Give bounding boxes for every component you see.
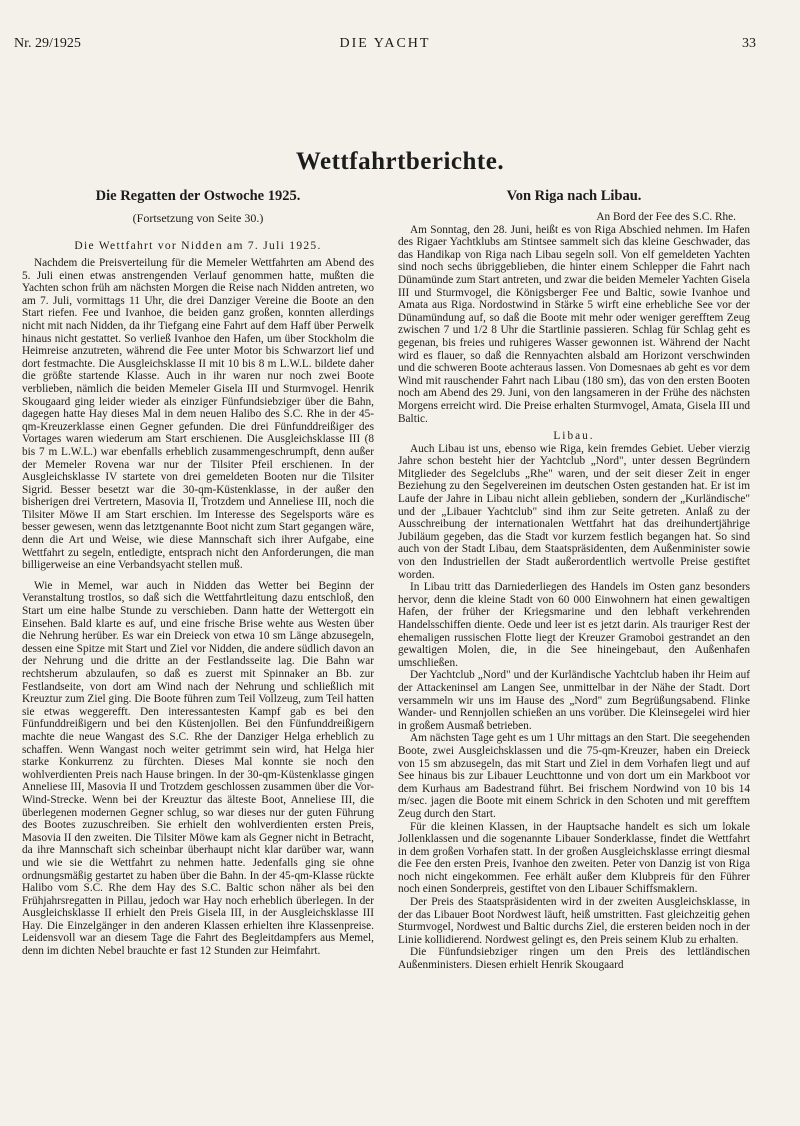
page-title: Wettfahrtberichte. bbox=[295, 148, 505, 175]
left-article-subtitle: (Fortsetzung von Seite 30.) bbox=[132, 211, 264, 225]
left-section-heading: Die Wettfahrt vor Nidden am 7. Juli 1925. bbox=[74, 240, 322, 252]
left-article-title: Die Regatten der Ostwoche 1925. bbox=[95, 188, 301, 204]
paragraph: Auch Libau ist uns, ebenso wie Riga, kein fremdes Gebiet. Ueber vierzig Jahre schon besteht hier der Yachtclub „Nord", unter dessen Begründern Mitglieder des Segelclubs „Rhe" waren, und der seit dieser Zeit in enger Beziehung zu den Segelvereinen im deutschen Osten gestanden hat. Er ist im Laufe der Jahre in Libau nicht allein geblieben, sondern der „Kurländische" und der „Libauer Yachtclub" sind ihm zur Seite getreten. Anlaß zu der Ausschreibung der internationalen Wettfahrt hat das dreihundertjährige Jubiläum gegeben, das die Stadt vor kurzem festlich begangen hat. So sind auch von der Stadt Libau, dem Staatspräsidenten, dem Außenminister sowie von den Industriellen der Stadt außerordentlich wertvolle Preise gestiftet worden. bbox=[398, 442, 750, 581]
journal-name: DIE YACHT bbox=[339, 36, 431, 51]
paragraph: Für die kleinen Klassen, in der Hauptsache handelt es sich um lokale Jollenklassen und die sogenannte Libauer Sonderklasse, findet die Wettfahrt in dem großen Vorhafen statt. In der großen Ausgleichsklasse erringt diesmal die Fee den ersten Preis, Ivanhoe den zweiten. Peter von Danzig ist von Riga noch nicht eingekommen. Fee erhält außer dem Klubpreis für den Führer noch einen Sonderpreis, gestiftet von den Libauer Schiffsmaklern. bbox=[398, 820, 750, 896]
paragraph: Die Fünfundsiebziger ringen um den Preis des lettländischen Außenministers. Diesen erhielt Henrik Skougaard bbox=[398, 946, 750, 972]
paragraph: Nachdem die Preisverteilung für die Memeler Wettfahrten am Abend des 5. Juli einen etwas anstrengenden Verlauf genommen hatte, mußten die Yachten schon früh am nächsten Morgen die Reise nach Nidden antreten, wo am 7. Juli, vormittags 11 Uhr, die drei Danziger Vereine die Boote an den Start riefen. Fee und Ivanhoe, die beiden ganz großen, konnten allerdings nicht mit nach Nidden, da ihr Tiefgang eine Fahrt auf dem Haff über Perwelk hinaus nicht gestattet. So verließ Ivanhoe den Hafen, um über Stockholm die Heimreise anzutreten, während die Fee unter Motor bis Schwarzort lief und dort festmachte. Die Ausgleichsklasse II mit 10 bis 8 m L.W.L. bildete daher die größte startende Klasse. Auch in ihr waren nur noch zwei Boote verblieben, nämlich die beiden Memeler Gisela III und Sturmvogel. Henrik Skougaard ging leider wieder als einziger Fünfundsiebziger über die Bahn, dagegen hatte Hay dieses Mal in dem neuen Halibo des S.C. Rhe in der 45-qm-Kreuzerklasse einen Gegner gefunden. Die drei Fünfunddreißiger des Vortages waren wiederum am Start erschienen. Die Ausgleichsklasse III (8 bis 7 m L.W.L.) war ebenfalls erheblich zusammengeschrumpft, denn außer der Memeler Rovena war nur der Tilsiter Pfeil erschienen. In der Ausgleichsklasse IV startete von drei gemeldeten Booten nur die Tilsiter Sigrid. Besser besetzt war die 30-qm-Küstenklasse, in der außer den bisherigen drei Vertretern, Masovia II, Trotzdem und Anneliese III, noch die Tilsiter Möwe II am Start erschien. Im Interesse des Segelsports wäre es besser gewesen, wenn das letztgenannte Boot nicht zum Start gegangen wäre, denn die Art und Weise, wie diese Mannschaft sich ihrer Aufgabe, eine Wettfahrt zu segeln, entledigte, entsprach nicht den Anforderungen, die man billigerweise an eine Verbandsyacht stellen muß. bbox=[22, 257, 374, 572]
issue-number: Nr. 29/1925 bbox=[14, 36, 81, 51]
paragraph: Der Yachtclub „Nord" und der Kurländische Yachtclub haben ihr Heim auf der Attackeninsel am Langen See, unmittelbar in der Nähe der Stadt. Dort versammeln wir uns im Hause des „Nord" zum Begrüßungsabend. Flinke Wander- und Rennjollen schießen an uns vorüber. Die Kleinsegelei wird hier in großem Ausmaß betrieben. bbox=[398, 669, 750, 732]
page-number: 33 bbox=[742, 36, 756, 51]
right-article-title: Von Riga nach Libau. bbox=[506, 188, 642, 204]
paragraph: Wie in Memel, war auch in Nidden das Wetter bei Beginn der Veranstaltung trostlos, so daß sich die Wettfahrtleitung dazu entschloß, den Start um eine halbe Stunde zu verschieben. Dann hatte der Wettergott ein Einsehen. Bald klarte es auf, und eine frische Brise wehte aus Westen über die Nehrung herüber. Es war ein Dreieck von etwa 10 sm Länge abzusegeln, dessen eine Spitze mit Start und Ziel vor Nidden, die andere südlich davon an der Nehrung und die dritte an der Festlandsseite lag. Die Bahn war rechtsherum abzulaufen, so daß es zuerst mit Spinnaker an Bb. zur Festlandseite, von dort am Wind nach der Nehrung und schließlich mit Kreuztur zum Ziel ging. Die Boote führen zum Teil Vollzeug, zum Teil hatten sie etwas weggerefft. Den interessantesten Kampf gab es bei den Fünfunddreißigern und bei den Küstenjollen. Bei den Fünfunddreißigern machte die neue Wangast des S.C. Rhe der Danziger Helga erheblich zu schaffen. Wenn Wangast noch weiter getrimmt sein wird, hat Helga hier starke Konkurrenz zu fürchten. Dieses Mal konnte sie noch den wohlverdienten Preis nach Hause bringen. In der 30-qm-Küstenklasse gingen Anneliese III, Masovia II und Trotzdem geschlossen zusammen über die Vor-Wind-Strecke. Wenn bei der Kreuztur das älteste Boot, Anneliese III, die überlegenen modernen Gegner schlug, so war dieses nur der guten Führung des Bootes zuzuschreiben. Sie erhielt den wohlverdienten ersten Preis, Masovia II den zweiten. Die Tilsiter Möwe kam als Gegner nicht in Betracht, da ihre Mannschaft sich scheinbar überhaupt nicht klar darüber war, wann und wie sie die Wettfahrt zu nehmen hatte. Jedenfalls ging sie ohne ordnungsmäßig gestartet zu haben über die Bahn. In der 45-qm-Klasse rückte Halibo vom S.C. Rhe dem Hay des S.C. Baltic schon näher als bei den Frühjahrsregatten in Pillau, jedoch war Hay noch erheblich überlegen. In der Ausgleichsklasse II erhielt den Preis Gisela III, in der Ausgleichsklasse III Hay. Die Einzelgänger in den anderen Klassen erhielten ihre Klassenpreise. Leidensvoll war an diesem Tage die Fahrt des Begleitdampfers aus Memel, denn im dichten Nebel brauchte er fast 12 Stunden zur Heimfahrt. bbox=[22, 579, 374, 958]
paragraph: In Libau tritt das Darniederliegen des Handels im Osten ganz besonders hervor, denn die kleine Stadt von 60 000 Einwohnern hat einen gewaltigen Hafen, der früher der Kriegsmarine und den lebhaft verkehrenden Handelsschiffen diente. Oede und leer ist es jetzt darin. Als trauriger Rest der ehemaligen russischen Flotte liegt der Kreuzer Gramoboi gestrandet an den gewaltigen Molen, die, in die See hineingebaut, den Außenhafen umschließen. bbox=[398, 581, 750, 669]
paragraph: Der Preis des Staatspräsidenten wird in der zweiten Ausgleichsklasse, in der das Libauer Boot Nordwest läuft, heiß umstritten. Fast gleichzeitig gehen Sturmvogel, Nordwest und Baltic durchs Ziel, die ersteren beiden noch in der Linie kollidierend. Nordwest gelingt es, den Preis seinem Klub zu erhalten. bbox=[398, 896, 750, 946]
page-header bbox=[14, 36, 756, 56]
right-article-byline: An Bord der Fee des S.C. Rhe. bbox=[596, 211, 736, 223]
left-article bbox=[22, 188, 374, 958]
paragraph: Am Sonntag, den 28. Juni, heißt es von Riga Abschied nehmen. Im Hafen des Rigaer Yachtklubs am Stintsee sammelt sich das kleine Geschwader, das das Handikap von Riga nach Libau segeln soll. Von elf gemeldeten Yachten sind noch sechs übriggeblieben, die hinter einem Schlepper die Fahrt nach Dünamünde zum Start antreten, und zwar die beiden Memeler Yachten Gisela III und Sturmvogel, die Königsberger Fee und Baltic, sowie Ivanhoe und Amata aus Riga. Nordostwind in Stärke 5 wirft eine erhebliche See vor der Dünamündung auf, so daß die Boote mit mehr oder weniger gerefftem Zeug zwischen 7 und 1/2 8 Uhr die Startlinie passieren. Schlag für Schlag geht es gegenan, bis freies und ruhigeres Wasser gewonnen ist. Während der Nacht wird es flauer, so daß die Rennyachten alsbald am Horizont verschwinden und die schweren Boote achteraus lassen. Von Domesnaes ab geht es vor dem Wind mit rauschender Fahrt nach Libau (180 sm), das von den ersten Booten noch am Abend des 29. Juni, von den langsameren in der Frühe des nächsten Morgens erreicht wird. Die Preise erhalten Sturmvogel, Amata, Gisela III und Baltic. bbox=[398, 223, 750, 425]
right-subheading: Libau. bbox=[553, 430, 595, 443]
paragraph: Am nächsten Tage geht es um 1 Uhr mittags an den Start. Die seegehenden Boote, zwei Ausgleichsklassen und die 75-qm-Kreuzer, haben ein Dreieck von 15 sm abzusegeln, das mit Start und Ziel in dem Vorhafen liegt und auf See hinaus bis zur Libauer Leuchttonne und von dort um ein Markboot vor dem Kurhaus am Badestrand führt. Bei frischem Nordwind von 10 bis 14 m/sec. jagen die Boote mit einem Schrick in den Schoten und mit gerefftem Zeug durch den Start. bbox=[398, 732, 750, 820]
right-article bbox=[398, 188, 750, 972]
